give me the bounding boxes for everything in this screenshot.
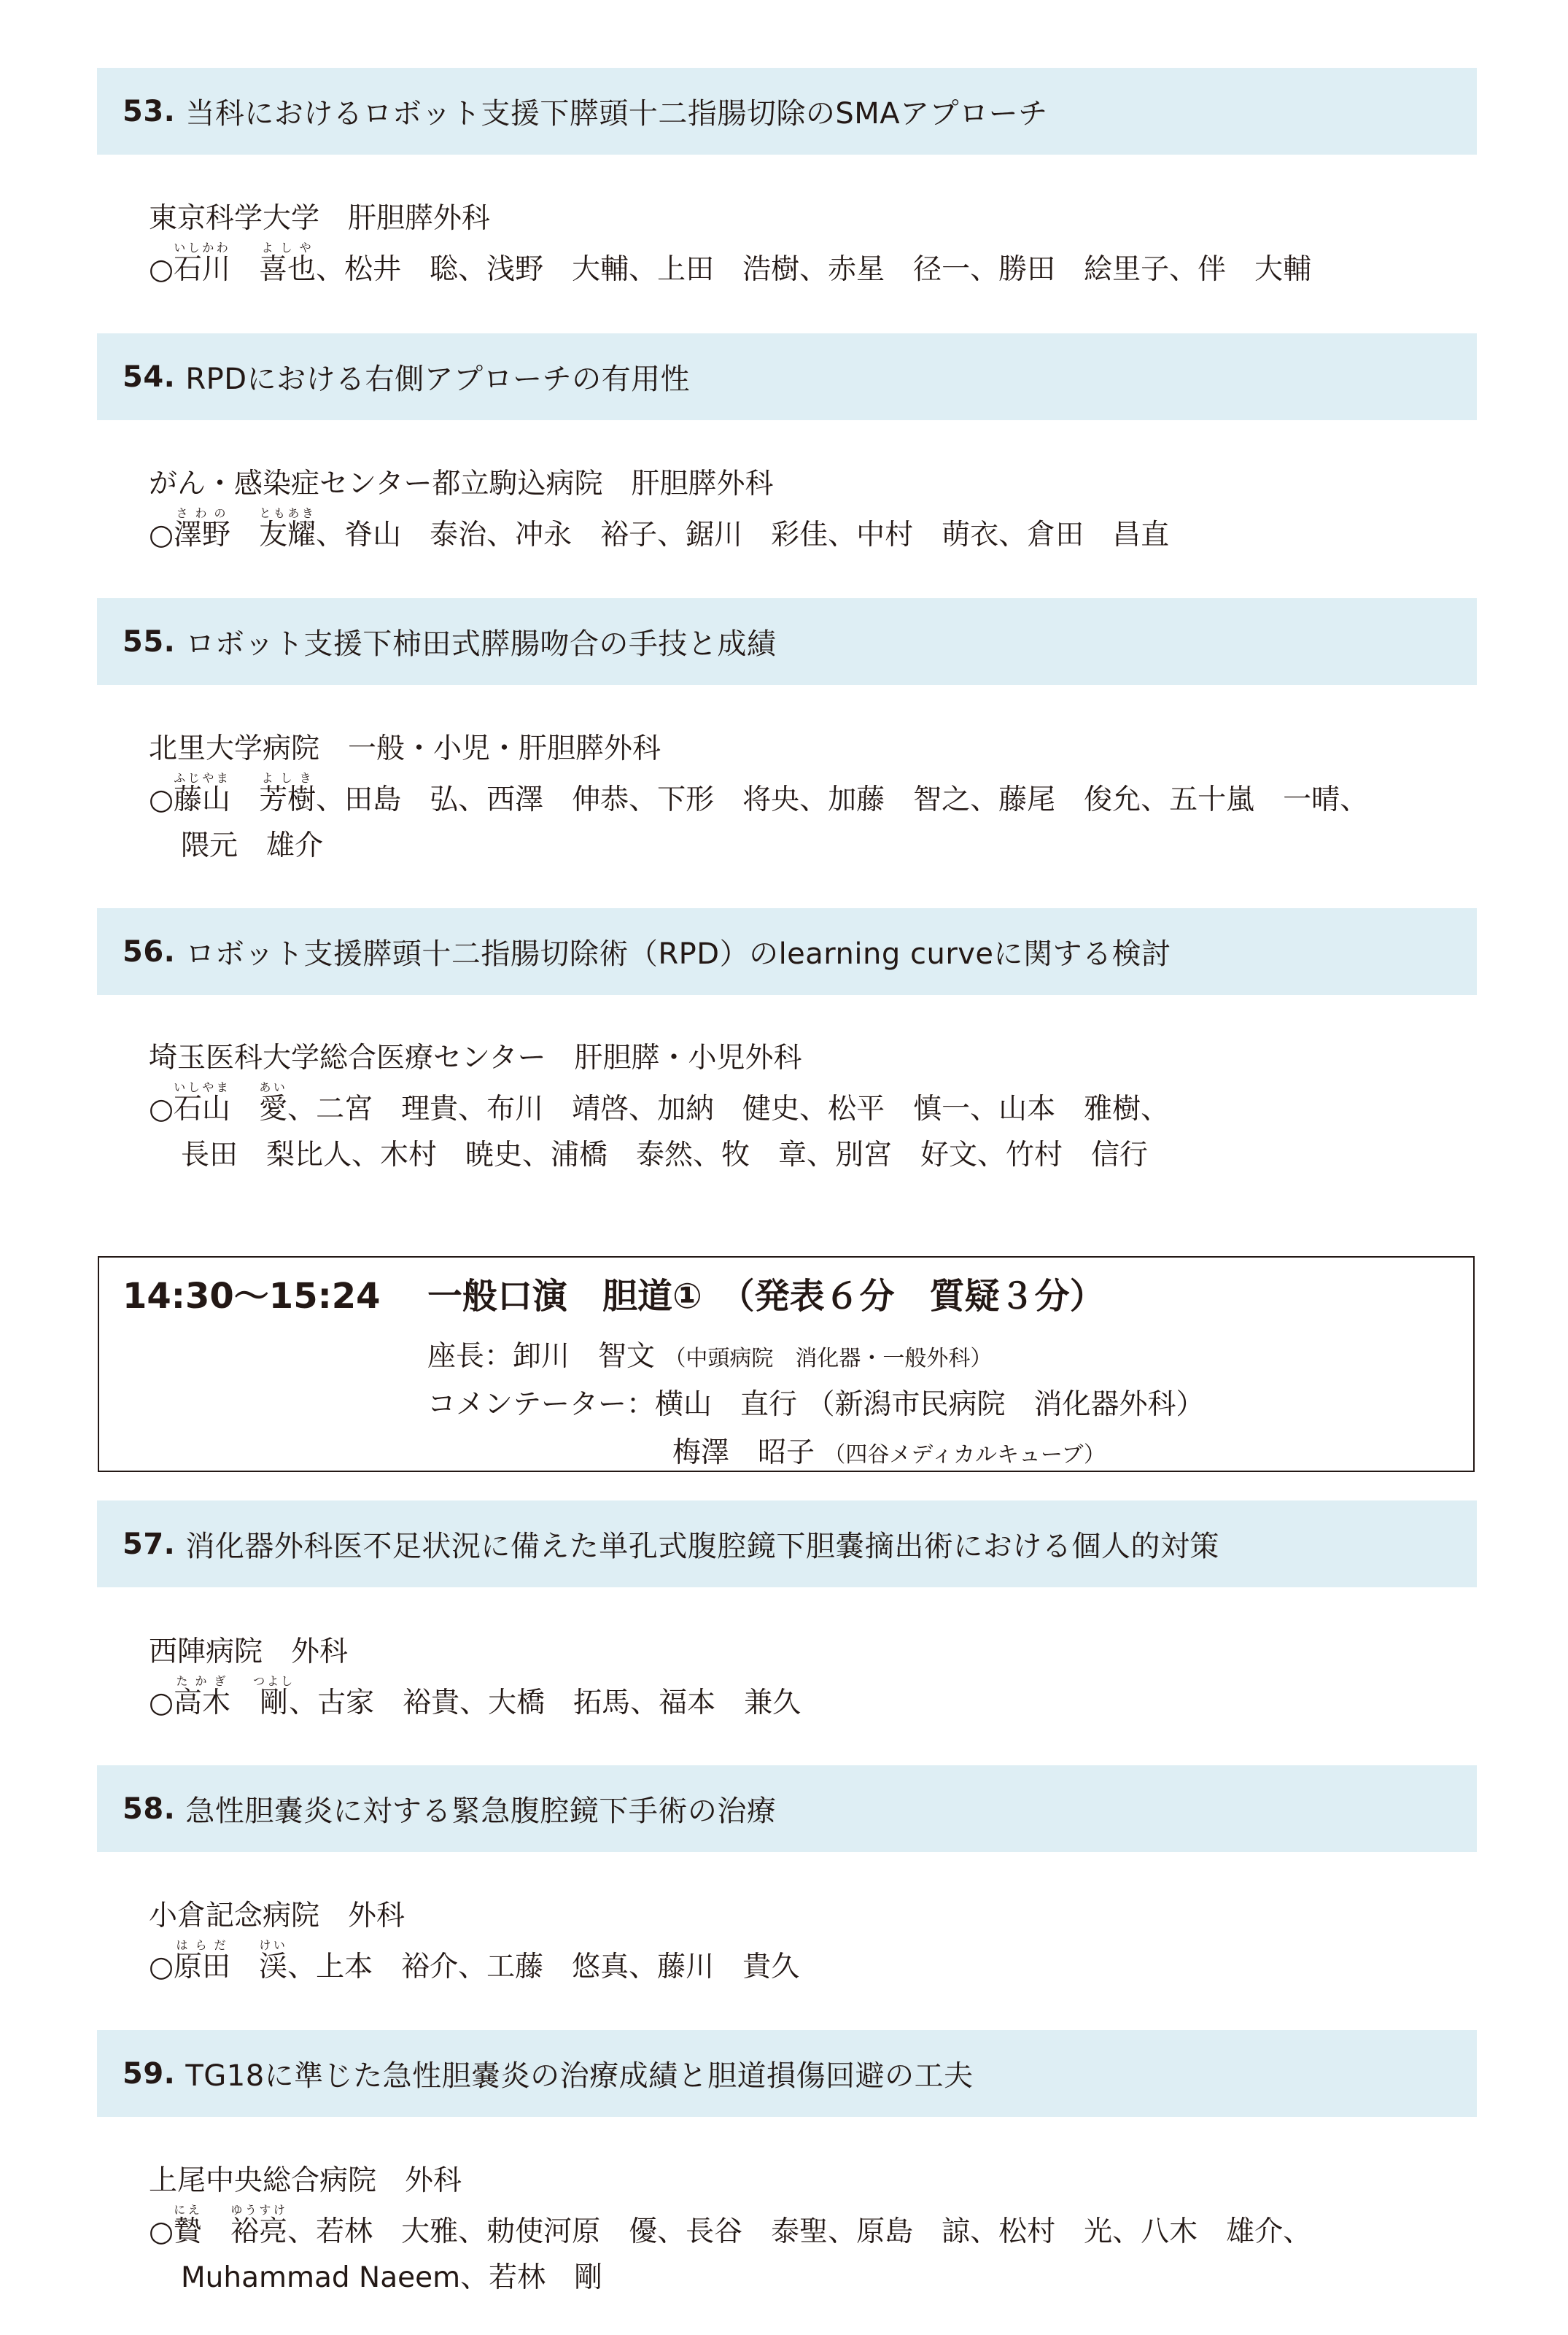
presenter-marker: ○ (149, 1093, 174, 1126)
coauthors: 、上本 裕介、工藤 悠真、藤川 貴久 (287, 1951, 800, 1983)
abstract-title: 消化器外科医不足状況に備えた単孔式腹腔鏡下胆嚢摘出術における個人的対策 (185, 1530, 1219, 1563)
abstract-number: 59. (123, 2056, 176, 2091)
coauthors: 、若林 大雅、勅使河原 優、長谷 泰聖、原島 諒、松村 光、八木 雄介、 (287, 2215, 1312, 2248)
abstract-title: ロボット支援膵頭十二指腸切除術（RPD）のlearning curveに関する検討 (185, 937, 1171, 971)
abstract-number: 53. (123, 94, 176, 128)
abstract-title-bar (97, 333, 1477, 420)
abstract-number: 57. (123, 1527, 176, 1561)
coauthors-continued: 隈元 雄介 (181, 829, 324, 862)
author-list (149, 1674, 801, 1726)
commentator-label: コメンテーター： (427, 1388, 656, 1421)
affiliation: 東京科学大学 肝胆膵外科 (149, 202, 491, 235)
abstract-title: 急性胆嚢炎に対する緊急腹腔鏡下手術の治療 (185, 1794, 777, 1828)
session-time: 14:30〜15:24 (123, 1276, 381, 1317)
abstract-title-bar (97, 68, 1477, 155)
presenter-given-name: 裕亮ゆうすけ (230, 2203, 288, 2248)
presenter-family-name: 藤山ふじやま (174, 771, 231, 816)
abstract-title-bar (97, 1500, 1477, 1587)
abstract-title: TG18に準じた急性胆嚢炎の治療成績と胆道損傷回避の工夫 (185, 2059, 974, 2093)
author-list (149, 771, 1368, 869)
chair-line (427, 1333, 992, 1374)
coauthors: 、二宮 理貴、布川 靖啓、加納 健史、松平 慎一、山本 雅樹、 (287, 1093, 1170, 1126)
coauthors: 、松井 聡、浅野 大輔、上田 浩樹、赤星 径一、勝田 絵里子、伴 大輔 (316, 253, 1312, 286)
abstract-title-bar (97, 598, 1477, 685)
affiliation: 北里大学病院 一般・小児・肝胆膵外科 (149, 732, 661, 765)
presenter-given-name: 剛つよし (253, 1674, 295, 1719)
presenter-given-name: 渓けい (259, 1938, 288, 1983)
commentator-affiliation: （新潟市民病院 消化器外科） (806, 1388, 1205, 1421)
presenter-given-name: 友耀ともあき (259, 506, 317, 551)
abstract-title: 当科におけるロボット支援下膵頭十二指腸切除のSMAアプローチ (185, 97, 1048, 131)
abstract-title: RPDにおける右側アプローチの有用性 (185, 363, 691, 396)
abstract-title-bar (97, 908, 1477, 995)
abstract-title: ロボット支援下柿田式膵腸吻合の手技と成績 (185, 627, 777, 661)
abstract-number: 54. (123, 360, 176, 394)
presenter-given-name: 喜也よしや (259, 241, 317, 286)
presenter-family-name: 高木たかぎ (174, 1674, 231, 1719)
presenter-family-name: 原田はらだ (174, 1938, 231, 1983)
chair-affiliation: （中頭病院 消化器・一般外科） (664, 1346, 993, 1371)
presenter-marker: ○ (149, 253, 174, 286)
affiliation: 埼玉医科大学総合医療センター 肝胆膵・小児外科 (149, 1042, 802, 1074)
abstract-number: 56. (123, 934, 176, 969)
affiliation: がん・感染症センター都立駒込病院 肝胆膵外科 (149, 468, 774, 500)
affiliation: 上尾中央総合病院 外科 (149, 2164, 462, 2197)
commentator-name: 横山 直行 (655, 1388, 798, 1421)
commentator-affiliation: （四谷メディカルキューブ） (823, 1442, 1106, 1468)
affiliation: 西陣病院 外科 (149, 1635, 349, 1668)
author-list (149, 2203, 1311, 2301)
commentator-line (672, 1430, 1106, 1471)
presenter-marker: ○ (149, 1951, 174, 1983)
presenter-given-name: 愛あい (259, 1080, 288, 1126)
coauthors: 、脊山 泰治、冲永 裕子、鋸川 彩佳、中村 萌衣、倉田 昌直 (316, 519, 1170, 551)
coauthors: 、古家 裕貴、大橋 拓馬、福本 兼久 (289, 1687, 802, 1719)
author-list (149, 1938, 799, 1990)
abstract-number: 55. (123, 624, 176, 659)
abstract-title-bar (97, 2030, 1477, 2117)
presenter-given-name: 芳樹よしき (259, 771, 317, 816)
affiliation: 小倉記念病院 外科 (149, 1900, 405, 1932)
presenter-marker: ○ (149, 783, 174, 816)
presenter-family-name: 贄にえ (174, 2203, 203, 2248)
session-title: 一般口演 胆道① （発表６分 質疑３分） (427, 1276, 1105, 1317)
presenter-family-name: 石川いしかわ (174, 241, 231, 286)
presenter-family-name: 石山いしやま (174, 1080, 231, 1126)
abstract-title-bar (97, 1765, 1477, 1852)
author-list (149, 1080, 1169, 1178)
commentator-name: 梅澤 昭子 (672, 1436, 815, 1469)
chair-label: 座長： (427, 1340, 513, 1373)
abstract-number: 58. (123, 1792, 176, 1826)
coauthors: 、田島 弘、西澤 伸恭、下形 将央、加藤 智之、藤尾 俊允、五十嵐 一晴、 (316, 783, 1369, 816)
coauthors-continued: 長田 梨比人、木村 暁史、浦橋 泰然、牧 章、別宮 好文、竹村 信行 (181, 1139, 1149, 1172)
presenter-family-name: 澤野さわの (174, 506, 231, 551)
author-list (149, 506, 1169, 558)
chair-name: 卸川 智文 (513, 1340, 656, 1373)
commentator-line (427, 1382, 1204, 1422)
author-list (149, 241, 1311, 293)
presenter-marker: ○ (149, 2215, 174, 2248)
presenter-marker: ○ (149, 519, 174, 551)
presenter-marker: ○ (149, 1687, 174, 1719)
session-info-box (98, 1256, 1475, 1472)
coauthors-continued: Muhammad Naeem、若林 剛 (181, 2261, 603, 2294)
